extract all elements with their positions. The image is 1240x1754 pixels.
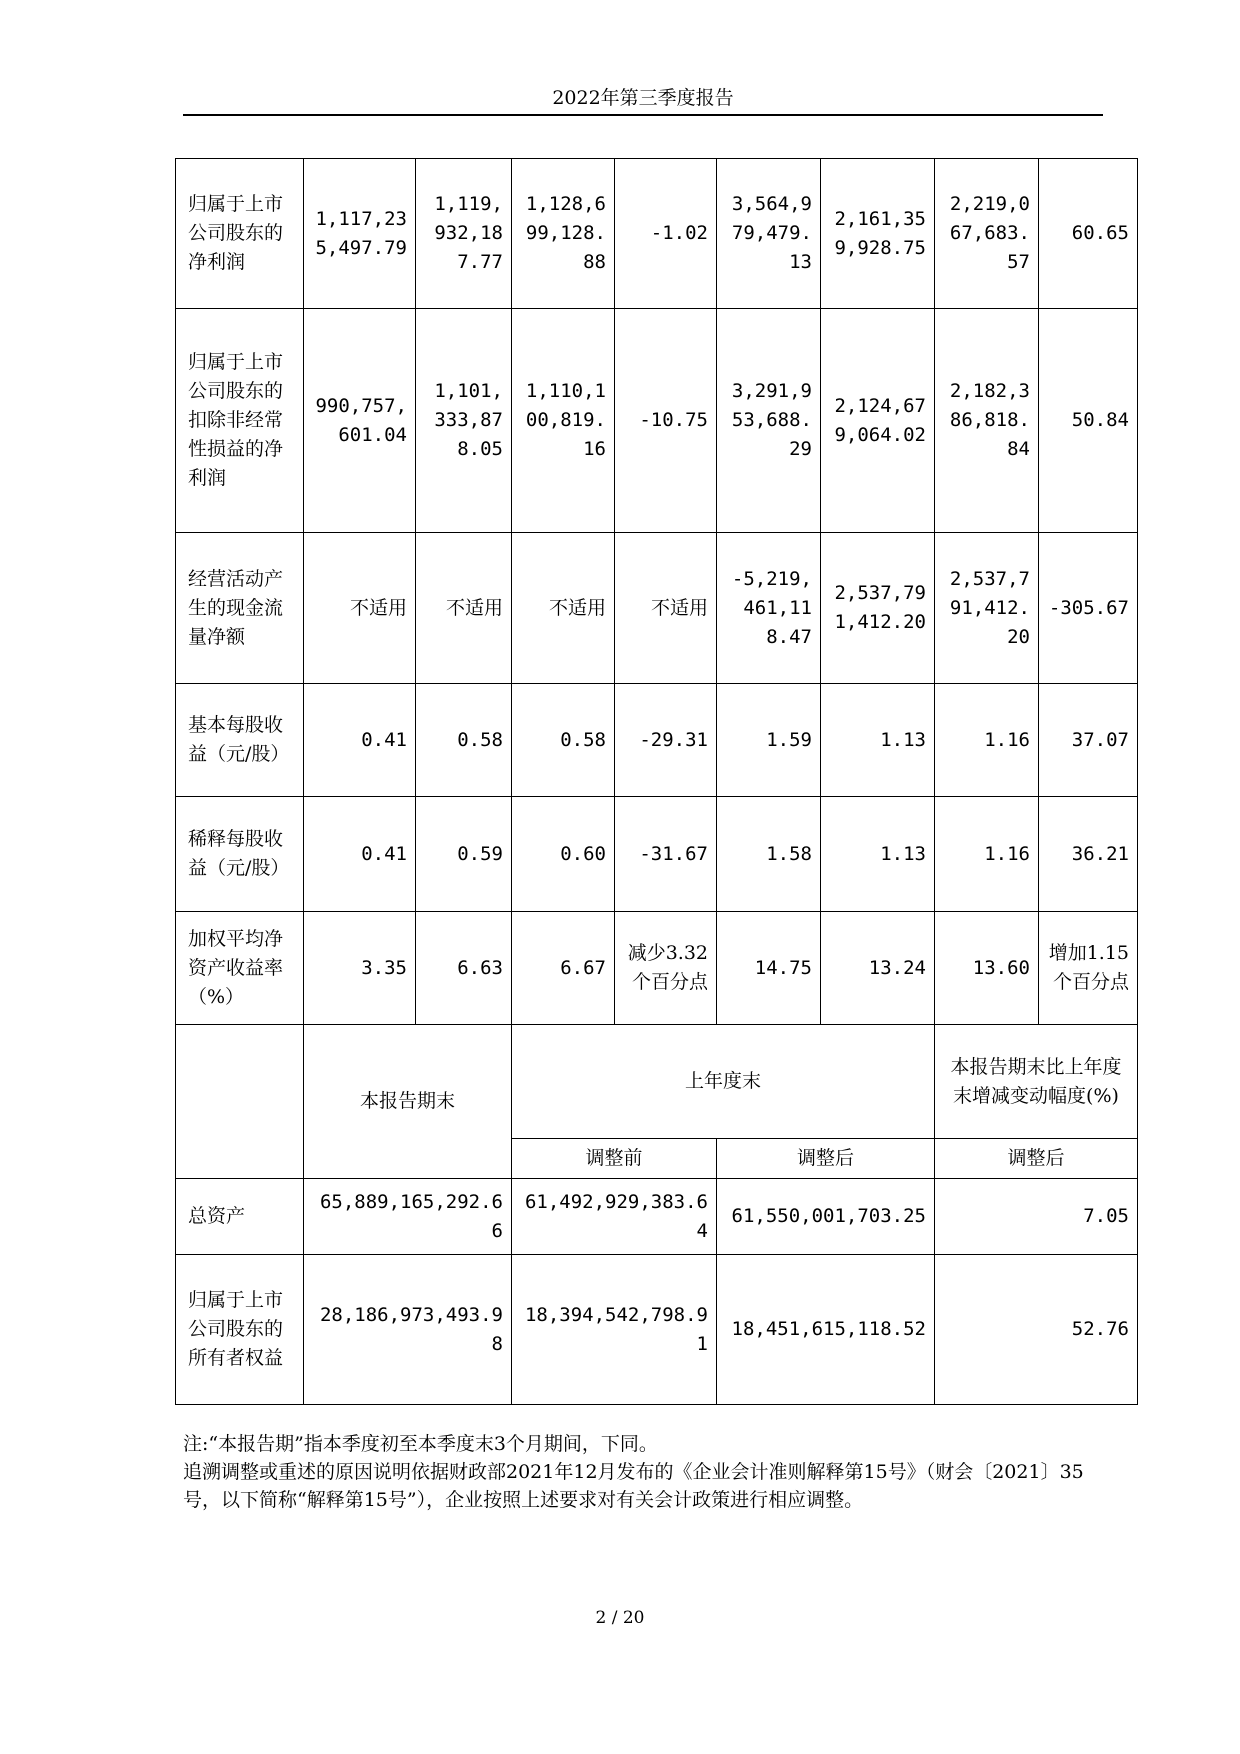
table-row [176, 912, 1138, 1025]
page-number: 2 / 20 [595, 1608, 645, 1628]
value-cell: 1.16 [935, 797, 1039, 912]
value-cell: 0.41 [304, 684, 416, 797]
value-cell: 增加1.15个百分点 [1039, 912, 1138, 1025]
value-cell: 3,291,953,688.29 [717, 309, 821, 533]
value-cell: 1,117,235,497.79 [304, 159, 416, 309]
value-cell: 3.35 [304, 912, 416, 1025]
value-cell: 0.59 [416, 797, 512, 912]
value-cell: 65,889,165,292.66 [304, 1179, 512, 1255]
value-cell: 减少3.32个百分点 [615, 912, 717, 1025]
value-cell: 37.07 [1039, 684, 1138, 797]
note-line: 注:“本报告期”指本季度初至本季度末3个月期间，下同。 [183, 1433, 658, 1455]
value-cell: 0.41 [304, 797, 416, 912]
row-label: 稀释每股收益（元/股） [176, 797, 304, 912]
value-cell: -5,219,461,118.47 [717, 533, 821, 684]
row-label: 归属于上市公司股东的扣除非经常性损益的净利润 [176, 309, 304, 533]
table-row [176, 797, 1138, 912]
header-change-rate: 本报告期末比上年度末增减变动幅度(%) [935, 1025, 1138, 1139]
header-divider [183, 114, 1103, 116]
table-row [176, 684, 1138, 797]
value-cell: 60.65 [1039, 159, 1138, 309]
notes-section [183, 1430, 1113, 1514]
value-cell: 1,110,100,819.16 [512, 309, 615, 533]
row-label: 归属于上市公司股东的净利润 [176, 159, 304, 309]
bottom-header-row [176, 1025, 1138, 1139]
value-cell: 50.84 [1039, 309, 1138, 533]
value-cell: -10.75 [615, 309, 717, 533]
value-cell: -305.67 [1039, 533, 1138, 684]
table-row [176, 159, 1138, 309]
value-cell: 0.58 [512, 684, 615, 797]
value-cell: 1.13 [821, 797, 935, 912]
value-cell: 0.60 [512, 797, 615, 912]
value-cell: 不适用 [615, 533, 717, 684]
value-cell: 36.21 [1039, 797, 1138, 912]
table-row [176, 309, 1138, 533]
value-cell: 1,128,699,128.88 [512, 159, 615, 309]
value-cell: 28,186,973,493.98 [304, 1255, 512, 1405]
value-cell: 18,451,615,118.52 [717, 1255, 935, 1405]
value-cell: 14.75 [717, 912, 821, 1025]
subheader-before-adjustment: 调整前 [512, 1139, 717, 1179]
header-prev-year-end: 上年度末 [512, 1025, 935, 1139]
row-label: 经营活动产生的现金流量净额 [176, 533, 304, 684]
value-cell: 61,550,001,703.25 [717, 1179, 935, 1255]
value-cell: 1,101,333,878.05 [416, 309, 512, 533]
row-label: 总资产 [176, 1179, 304, 1255]
value-cell: 2,161,359,928.75 [821, 159, 935, 309]
value-cell: 不适用 [304, 533, 416, 684]
subheader-after-adjustment: 调整后 [717, 1139, 935, 1179]
value-cell: 18,394,542,798.91 [512, 1255, 717, 1405]
row-label: 基本每股收益（元/股） [176, 684, 304, 797]
value-cell: 1.59 [717, 684, 821, 797]
value-cell: 2,219,067,683.57 [935, 159, 1039, 309]
value-cell: 0.58 [416, 684, 512, 797]
financial-data-table [175, 158, 1138, 1405]
value-cell: 13.24 [821, 912, 935, 1025]
table-row [176, 1179, 1138, 1255]
value-cell: 13.60 [935, 912, 1039, 1025]
note-line: 追溯调整或重述的原因说明依据财政部2021年12月发布的《企业会计准则解释第15号》（财会〔2021〕35号，以下简称“解释第15号”），企业按照上述要求对有关会计政策进行相应调整。 [183, 1461, 1084, 1511]
subheader-change-after-adjustment: 调整后 [935, 1139, 1138, 1179]
value-cell: 1.13 [821, 684, 935, 797]
row-label: 归属于上市公司股东的所有者权益 [176, 1255, 304, 1405]
value-cell: 2,182,386,818.84 [935, 309, 1039, 533]
value-cell: 61,492,929,383.64 [512, 1179, 717, 1255]
value-cell: 不适用 [416, 533, 512, 684]
value-cell: 6.63 [416, 912, 512, 1025]
value-cell: 2,537,791,412.20 [821, 533, 935, 684]
value-cell: 52.76 [935, 1255, 1138, 1405]
value-cell: 990,757,601.04 [304, 309, 416, 533]
value-cell: 3,564,979,479.13 [717, 159, 821, 309]
value-cell: -29.31 [615, 684, 717, 797]
row-label: 加权平均净资产收益率（%） [176, 912, 304, 1025]
value-cell: -31.67 [615, 797, 717, 912]
value-cell: 2,537,791,412.20 [935, 533, 1039, 684]
value-cell: 不适用 [512, 533, 615, 684]
page-header-title: 2022年第三季度报告 [552, 87, 734, 109]
value-cell: 1.16 [935, 684, 1039, 797]
header-current-period-end: 本报告期末 [304, 1025, 512, 1179]
value-cell: -1.02 [615, 159, 717, 309]
value-cell: 2,124,679,064.02 [821, 309, 935, 533]
value-cell: 1,119,932,187.77 [416, 159, 512, 309]
empty-header-cell [176, 1025, 304, 1179]
table-row [176, 1255, 1138, 1405]
value-cell: 7.05 [935, 1179, 1138, 1255]
value-cell: 6.67 [512, 912, 615, 1025]
value-cell: 1.58 [717, 797, 821, 912]
table-row [176, 533, 1138, 684]
